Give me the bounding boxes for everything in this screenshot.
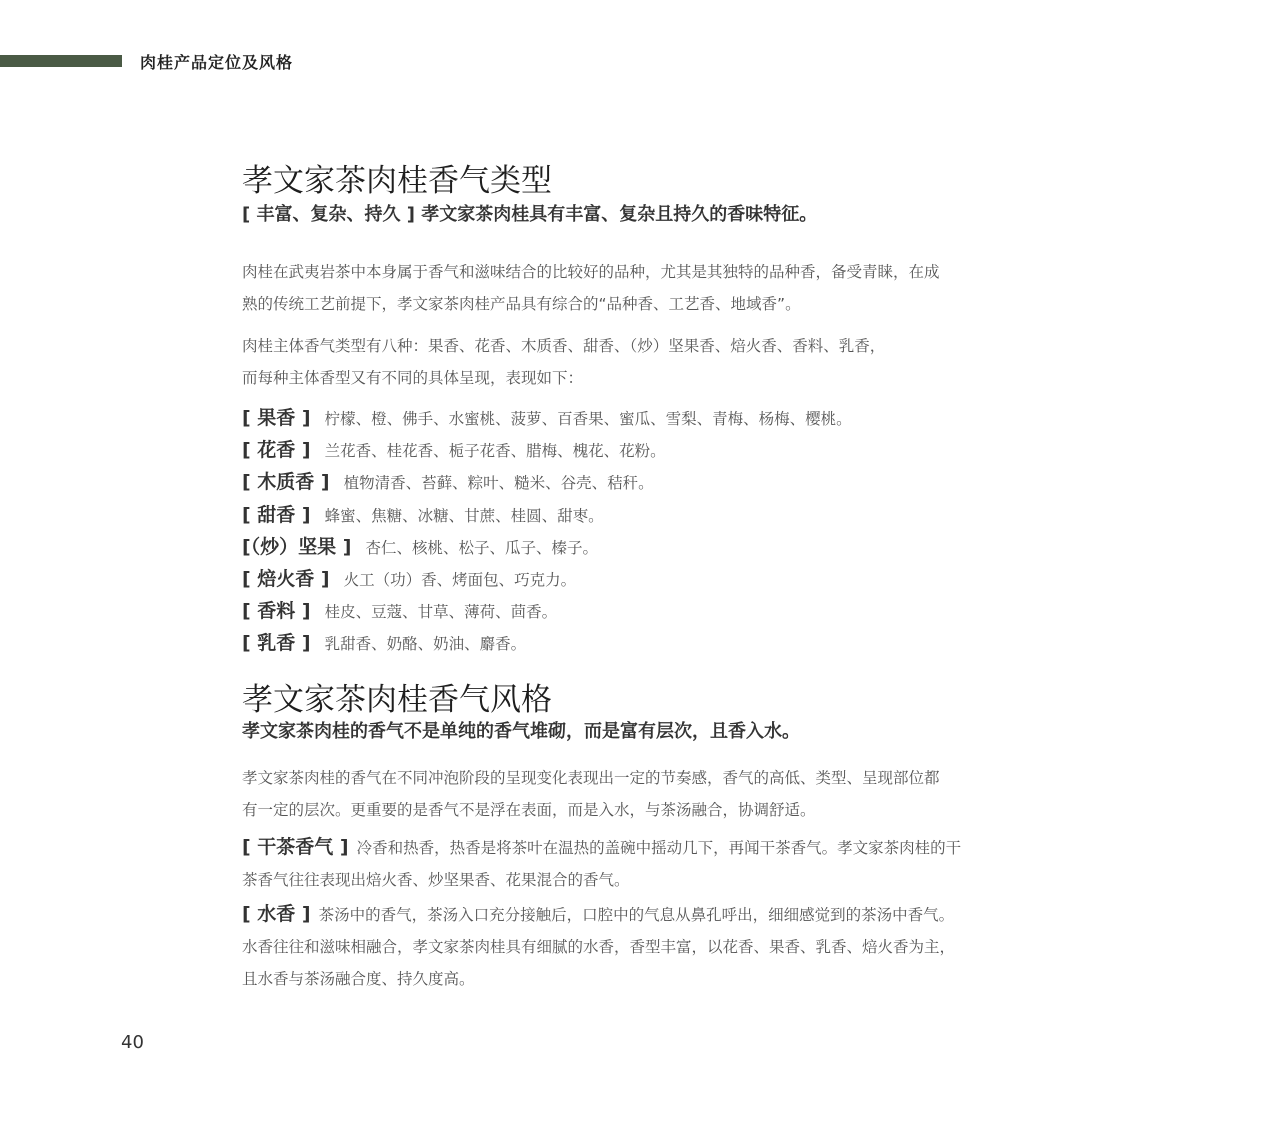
aroma-row-fruit [242,402,1042,434]
dry-tea-line: 茶香气往往表现出焙火香、炒坚果香、花果混合的香气。 [242,870,630,889]
aroma-row-floral [242,434,1042,466]
section2-intro-line: 有一定的层次。更重要的是香气不是浮在表面，而是入水，与茶汤融合，协调舒适。 [242,800,816,819]
aroma-desc: 植物清香、苔藓、粽叶、糙米、谷壳、秸秆。 [343,474,654,493]
aroma-row-spice [242,595,1042,627]
section2-intro [242,762,1042,826]
water-aroma-line [242,898,1042,931]
aroma-label: [（炒）坚果 ] [242,535,352,558]
water-aroma-desc: 茶汤中的香气，茶汤入口充分接触后，口腔中的气息从鼻孔呼出，细细感觉到的茶汤中香气。 [318,905,955,924]
aroma-row-milk [242,627,1042,659]
aroma-desc: 火工（功）香、烤面包、巧克力。 [343,570,577,589]
water-aroma-line: 且水香与茶汤融合度、持久度高。 [242,969,475,988]
header-title: 肉桂产品定位及风格 [140,53,294,72]
section2-title: 孝文家茶肉桂香气风格 [242,681,552,718]
section1-intro-line: 肉桂在武夷岩茶中本身属于香气和滋味结合的比较好的品种，尤其是其独特的品种香，备受青睐，在成 [242,263,940,281]
aroma-list [242,402,1042,660]
aroma-desc: 桂皮、豆蔻、甘草、薄荷、茴香。 [324,603,558,622]
dry-tea-desc: 冷香和热香，热香是将茶叶在温热的盖碗中摇动几下，再闻干茶香气。孝文家茶肉桂的干 [356,838,962,857]
aroma-label: [ 果香 ] [242,407,311,429]
dry-tea-line [242,831,1042,864]
section1-intro-line: 熟的传统工艺前提下，孝文家茶肉桂产品具有综合的“品种香、工艺香、地域香”。 [242,295,801,313]
aroma-row-nut [242,531,1042,563]
page-content [242,158,1042,995]
aroma-desc: 蜂蜜、焦糖、冰糖、甘蔗、桂圆、甜枣。 [324,506,604,525]
aroma-desc: 柠檬、橙、佛手、水蜜桃、菠萝、百香果、蜜瓜、雪梨、青梅、杨梅、樱桃。 [324,410,852,428]
aroma-label: [ 乳香 ] [242,632,311,655]
header-accent-bar [0,55,122,67]
water-aroma [242,898,1042,995]
page-number: 40 [121,1032,144,1053]
aroma-desc: 乳甜香、奶酪、奶油、麝香。 [324,635,527,654]
dry-tea-aroma [242,831,1042,896]
dry-tea-label: [ 干茶香气 ] [242,835,349,858]
aroma-row-woody [242,466,1042,498]
aroma-label: [ 焙火香 ] [242,567,330,590]
aroma-label: [ 木质香 ] [242,471,330,494]
section1-title: 孝文家茶肉桂香气类型 [242,163,552,199]
aroma-label: [ 香料 ] [242,600,311,623]
aroma-label: [ 花香 ] [242,439,311,462]
water-aroma-label: [ 水香 ] [242,902,311,925]
water-aroma-line: 水香往往和滋味相融合，孝文家茶肉桂具有细腻的水香，香型丰富，以花香、果香、乳香、焙火香为主， [242,937,956,956]
section1-types [242,330,1042,394]
section1-types-line: 肉桂主体香气类型有八种：果香、花香、木质香、甜香、（炒）坚果香、焙火香、香料、乳香， [242,337,886,355]
aroma-row-roast [242,563,1042,595]
section1-intro [242,256,1042,320]
section2-intro-line: 孝文家茶肉桂的香气在不同冲泡阶段的呈现变化表现出一定的节奏感，香气的高低、类型、呈现部位都 [242,768,940,787]
aroma-desc: 杏仁、核桃、松子、瓜子、榛子。 [365,538,598,557]
aroma-label: [ 甜香 ] [242,503,311,526]
section1-types-line: 而每种主体香型又有不同的具体呈现，表现如下： [242,369,584,387]
aroma-desc: 兰花香、桂花香、栀子花香、腊梅、槐花、花粉。 [324,442,666,461]
aroma-row-sweet [242,499,1042,531]
section1-subtitle: [ 丰富、复杂、持久 ] 孝文家茶肉桂具有丰富、复杂且持久的香味特征。 [242,204,818,225]
section2-subtitle: 孝文家茶肉桂的香气不是单纯的香气堆砌，而是富有层次，且香入水。 [242,720,800,742]
